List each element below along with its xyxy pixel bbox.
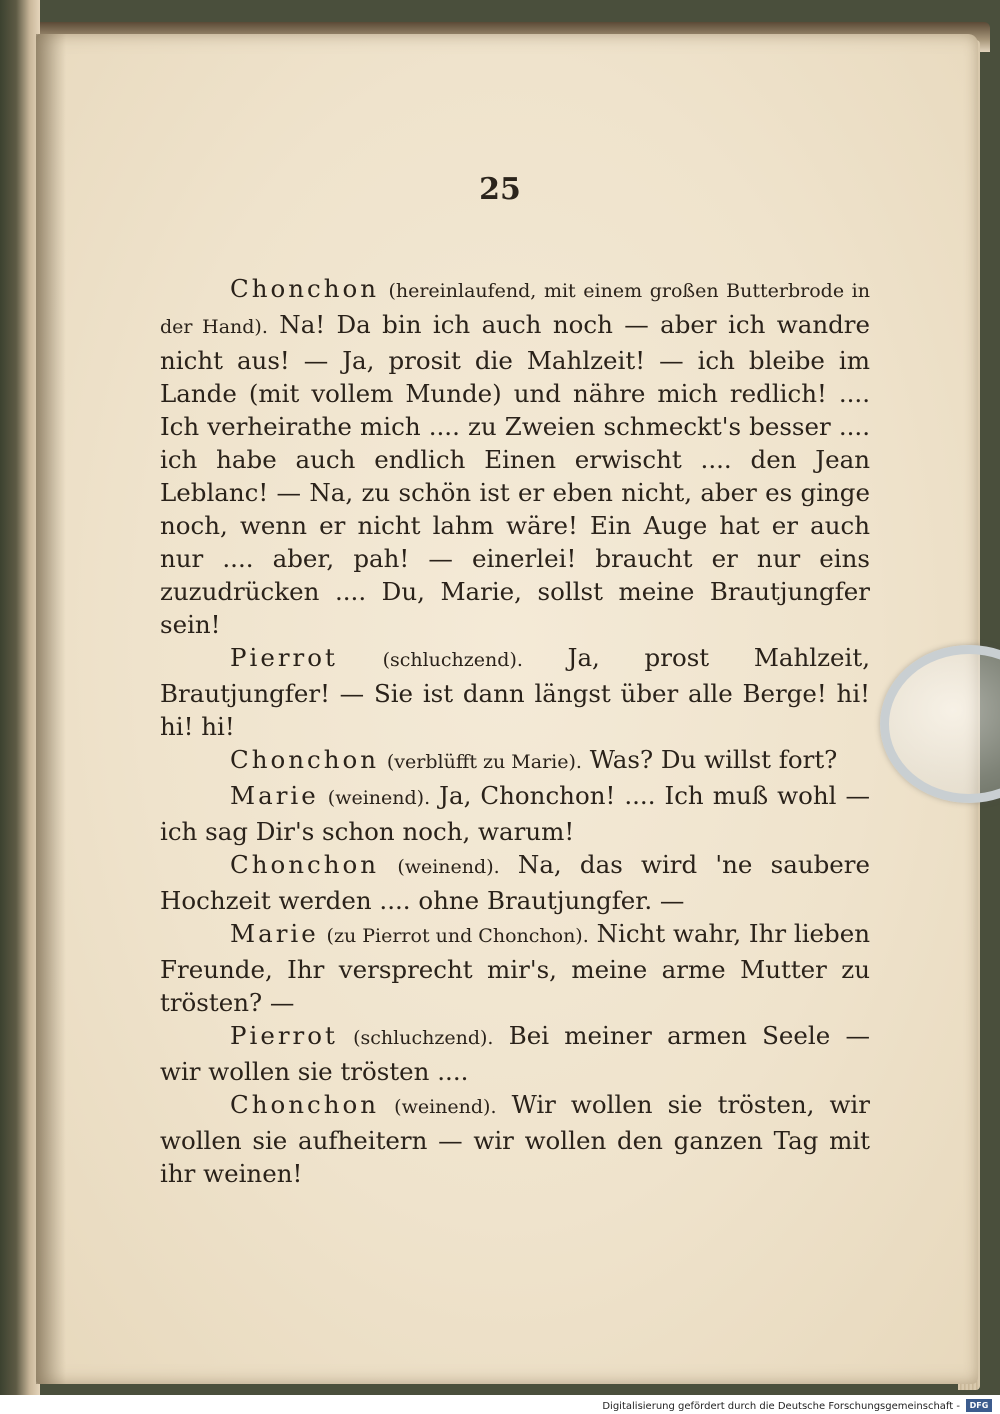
spoken-text: Bei meiner armen Seele — wir wollen sie trösten ....	[160, 1021, 870, 1086]
speaker-name: Pierrot	[230, 643, 338, 672]
spoken-text: Wir wollen sie trösten, wir wollen sie aufheitern — wir wollen den ganzen Tag mit ihr weinen!	[160, 1090, 870, 1188]
spoken-text: Nicht wahr, Ihr lieben Freunde, Ihr versprecht mir's, meine arme Mutter zu trösten? —	[160, 919, 871, 1017]
dialogue-paragraph	[160, 743, 870, 779]
stage-direction: (weinend).	[327, 787, 431, 809]
stage-direction: (weinend).	[397, 856, 500, 878]
speaker-name: Chonchon	[230, 850, 380, 879]
stage-direction: (schluchzend).	[382, 649, 523, 671]
spoken-text: Ja, prost Mahlzeit, Brautjungfer! — Sie ist dann längst über alle Berge! hi! hi! hi!	[160, 643, 870, 741]
dialogue-paragraph	[160, 272, 870, 641]
dialogue-paragraph	[160, 779, 870, 848]
gutter-shadow	[36, 34, 66, 1384]
speaker-name: Chonchon	[230, 274, 380, 303]
stage-direction: (verblüfft zu Marie).	[386, 751, 582, 773]
stage-direction: (zu Pierrot und Chonchon).	[326, 925, 589, 947]
dialogue-paragraph	[160, 848, 870, 917]
spoken-text: Na, das wird 'ne saubere Hochzeit werden .... ohne Brautjungfer. —	[160, 850, 870, 915]
speaker-name: Chonchon	[230, 1090, 380, 1119]
stage-direction: (weinend).	[394, 1096, 497, 1118]
speaker-name: Marie	[230, 919, 319, 948]
footer-credit: Digitalisierung gefördert durch die Deutsche Forschungsgemeinschaft -	[602, 1401, 960, 1412]
dialogue-text	[160, 272, 870, 1190]
dialogue-paragraph	[160, 1088, 870, 1190]
spoken-text: Ja, Chonchon! .... Ich muß wohl — ich sag Dir's schon noch, warum!	[160, 781, 870, 846]
stage-direction: (schluchzend).	[353, 1027, 494, 1049]
dialogue-paragraph	[160, 1019, 870, 1088]
dialogue-paragraph	[160, 917, 870, 1019]
speaker-name: Marie	[230, 781, 319, 810]
speaker-name: Pierrot	[230, 1021, 338, 1050]
spoken-text: Na! Da bin ich auch noch — aber ich wandre nicht aus! — Ja, prosit die Mahlzeit! — ich bleibe im Lande (mit vollem Munde) und nähre mich redlich! .... Ich verheirathe mich .... zu Zweien schmeckt's besser .... ich habe auch endlich Einen erwischt .... den Jean Leblanc! — Na, zu schön ist er eben nicht, aber es ginge noch, wenn er nicht lahm wäre! Ein Auge hat er auch nur .... aber, pah! — einerlei! braucht er nur eins zuzudrücken .... Du, Marie, sollst meine Brautjungfer sein!	[160, 310, 870, 639]
dfg-logo: DFG	[966, 1399, 992, 1412]
speaker-name: Chonchon	[230, 745, 380, 774]
page-number: 25	[479, 172, 521, 207]
spoken-text: Was? Du willst fort?	[589, 745, 838, 774]
stage-direction: (hereinlaufend, mit einem großen Butterbrode in der Hand).	[160, 280, 870, 338]
book-cover-left	[0, 0, 40, 1395]
dialogue-paragraph	[160, 641, 870, 743]
